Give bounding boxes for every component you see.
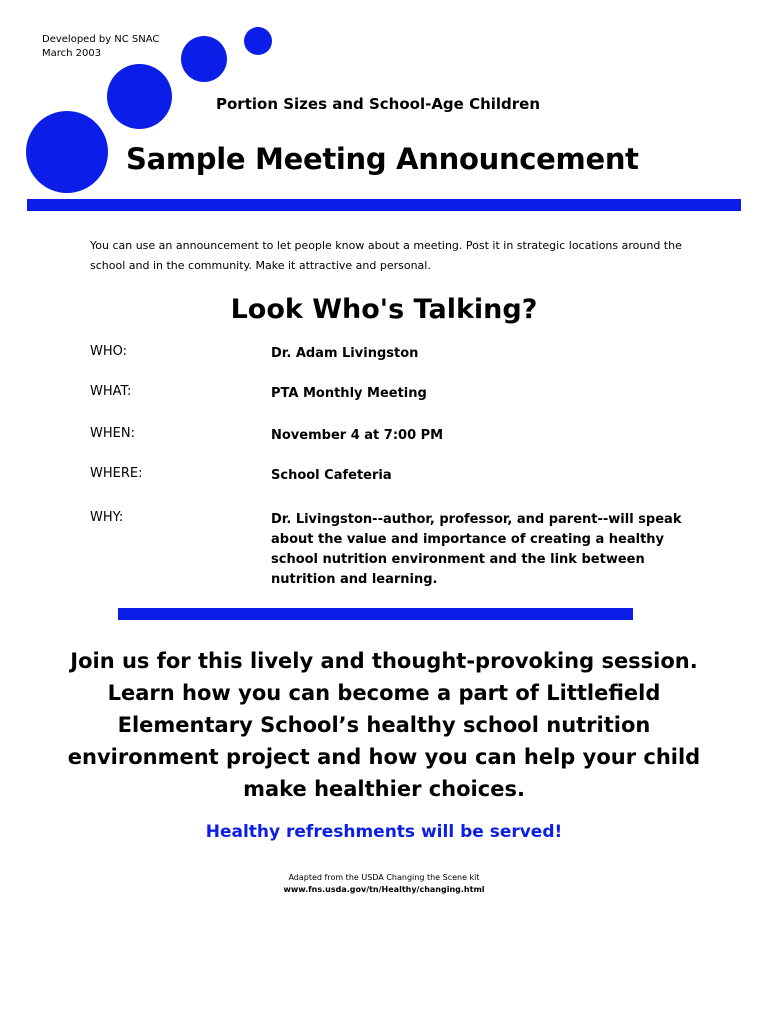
footer-url: www.fns.usda.gov/tn/Healthy/changing.html [283,885,485,894]
footer [0,872,768,896]
page-title: Sample Meeting Announcement [126,142,639,176]
decorative-circle-tiny [244,27,272,55]
detail-value: November 4 at 7:00 PM [271,428,444,443]
detail-value: Dr. Adam Livingston [271,346,419,361]
detail-label: WHO: [90,344,128,359]
detail-value: Dr. Livingston--author, professor, and parent--will speak about the value and importance of creating a healthy school nutrition environment and the link between nutrition and learning. [271,512,682,587]
detail-value: PTA Monthly Meeting [271,386,427,401]
detail-value: School Cafeteria [271,468,392,483]
headline: Look Who's Talking? [230,294,538,325]
top-divider [27,199,741,211]
refreshments-note: Healthy refreshments will be served! [205,822,563,842]
invitation-text: Join us for this lively and thought-provoking session. Learn how you can become a part of Littlefield Elementary School’s healthy school nutrition environment project and how you can help your child make healthier choices. [67,649,701,801]
detail-label: WHY: [90,510,124,525]
credit [42,33,159,61]
intro-text: You can use an announcement to let people know about a meeting. Post it in strategic locations around the school and in the community. Make it attractive and personal. [90,239,682,272]
detail-label: WHERE: [90,466,143,481]
credit-line-2: March 2003 [42,48,102,59]
decorative-circle-medium [107,64,172,129]
middle-divider [118,608,633,620]
subtitle: Portion Sizes and School-Age Children [216,95,541,113]
detail-label: WHAT: [90,384,132,399]
decorative-circle-small [181,36,227,82]
detail-label: WHEN: [90,426,135,441]
footer-adapted: Adapted from the USDA Changing the Scene kit [288,873,480,882]
credit-line-1: Developed by NC SNAC [42,34,160,45]
decorative-circle-large [26,111,108,193]
